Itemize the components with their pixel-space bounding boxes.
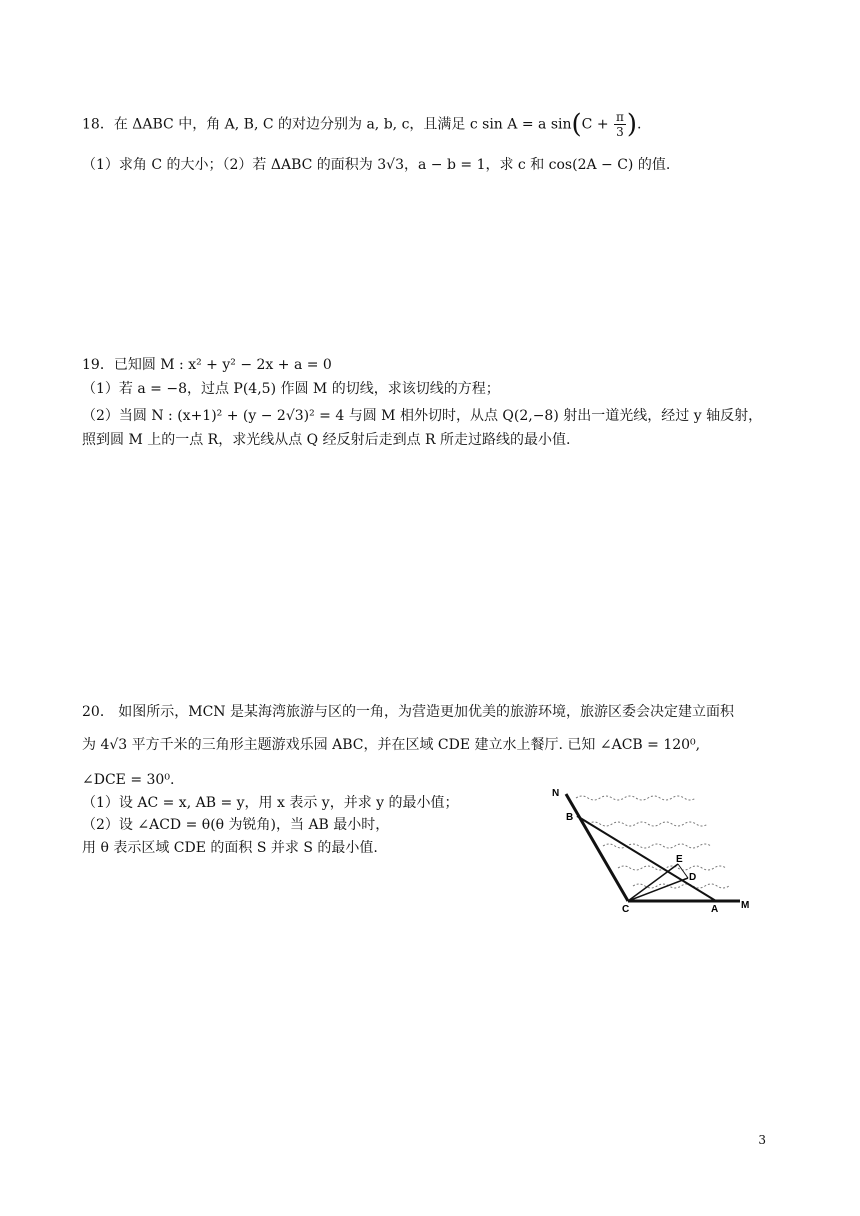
q18-paren-open: (: [571, 109, 582, 140]
q19-line2: （1）若 a = −8，过点 P(4,5) 作圆 M 的切线，求该切线的方程；: [82, 381, 500, 397]
label-N: N: [552, 788, 560, 799]
bay-diagram: [548, 784, 758, 914]
label-B: B: [566, 812, 574, 823]
q20-line1: 20． 如图所示，MCN 是某海湾旅游与区的一角，为营造更加优美的旅游环境，旅游区委会决定建立面积: [82, 704, 735, 720]
wave-2: [588, 822, 708, 826]
q18-frac-num: π: [616, 110, 624, 124]
label-E: E: [676, 854, 683, 865]
label-C: C: [622, 904, 630, 914]
q20-line2: 为 4√3 平方千米的三角形主题游戏乐园 ABC，并在区域 CDE 建立水上餐厅. 已知 ∠ACB = 120⁰,: [82, 737, 701, 753]
segment-CD: [628, 878, 688, 901]
q20-line5: （2）设 ∠ACD = θ(θ 为锐角)，当 AB 最小时，: [82, 817, 390, 833]
q18-frac-den: 3: [616, 125, 624, 139]
segment-CE: [628, 864, 678, 901]
q19-line3: （2）当圆 N : (x+1)² + (y − 2√3)² = 4 与圆 M 相外切时，从点 Q(2,−8) 射出一道光线，经过 y 轴反射，: [82, 408, 763, 424]
q18-line2: （1）求角 C 的大小；（2）若 ΔABC 的面积为 3√3，a − b = 1，求 c 和 cos(2A − C) 的值.: [82, 157, 671, 173]
q18-line1: [82, 110, 642, 139]
q18-fraction: [614, 110, 626, 139]
q18-line1-end: .: [637, 116, 642, 133]
label-M: M: [741, 900, 750, 911]
page-number: 3: [758, 1133, 766, 1147]
label-D: D: [689, 872, 697, 883]
q19-line4: 照到圆 M 上的一点 R，求光线从点 Q 经反射后走到点 R 所走过路线的最小值.: [82, 432, 571, 448]
label-A: A: [711, 904, 719, 914]
wave-1: [576, 796, 696, 800]
water-waves: [576, 796, 729, 888]
wave-3: [603, 844, 711, 848]
segment-DE: [678, 864, 688, 878]
segment-BA: [577, 816, 716, 901]
q19-line1: 19．已知圆 M : x² + y² − 2x + a = 0: [82, 357, 332, 373]
q18-paren-close: ): [626, 109, 638, 140]
q20-line4: （1）设 AC = x, AB = y，用 x 表示 y，并求 y 的最小值；: [82, 795, 459, 811]
bay-diagram-svg: [548, 784, 758, 914]
q20-line3: ∠DCE = 30⁰.: [82, 772, 175, 788]
q18-line1-text: 18．在 ΔABC 中，角 A, B, C 的对边分别为 a, b, c，且满足 c sin A = a sin: [82, 116, 572, 133]
q20-line6: 用 θ 表示区域 CDE 的面积 S 并求 S 的最小值.: [82, 840, 378, 856]
q18-arg: C +: [581, 116, 613, 133]
